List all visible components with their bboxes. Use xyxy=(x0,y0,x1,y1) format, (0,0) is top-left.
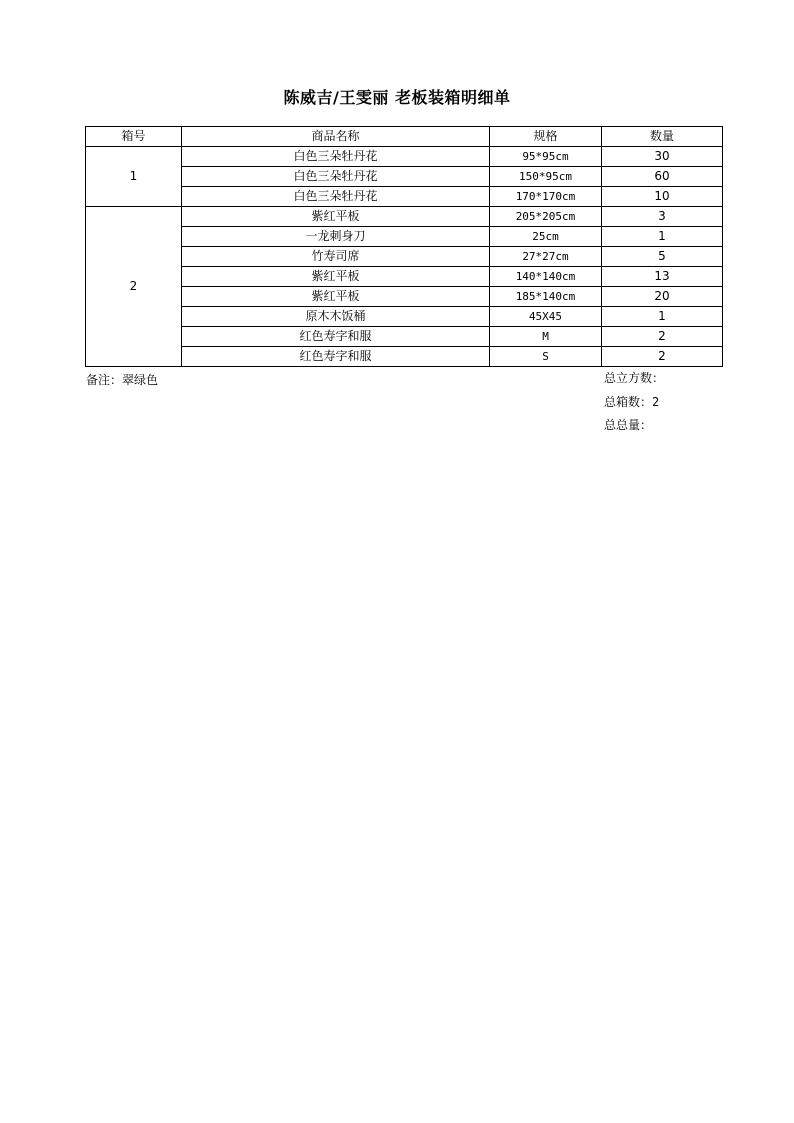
spec-cell: 205*205cm xyxy=(490,207,602,227)
table-row xyxy=(86,287,723,307)
packing-table xyxy=(85,126,723,367)
spec-cell: 95*95cm xyxy=(490,147,602,167)
product-name-cell: 红色寿字和服 xyxy=(182,327,490,347)
total-volume xyxy=(604,370,664,386)
box-number-cell: 2 xyxy=(86,207,182,367)
quantity-cell: 2 xyxy=(602,327,723,347)
table-row xyxy=(86,187,723,207)
spec-cell: 170*170cm xyxy=(490,187,602,207)
total-weight xyxy=(604,417,652,433)
quantity-cell: 30 xyxy=(602,147,723,167)
header-quantity: 数量 xyxy=(602,127,723,147)
quantity-cell: 10 xyxy=(602,187,723,207)
quantity-cell: 60 xyxy=(602,167,723,187)
total-boxes-label: 总箱数： xyxy=(604,395,653,409)
total-boxes xyxy=(604,394,659,410)
spec-cell: M xyxy=(490,327,602,347)
header-product-name: 商品名称 xyxy=(182,127,490,147)
product-name-cell: 白色三朵牡丹花 xyxy=(182,187,490,207)
quantity-cell: 13 xyxy=(602,267,723,287)
total-volume-label: 总立方数： xyxy=(604,371,665,385)
box-number-cell: 1 xyxy=(86,147,182,207)
product-name-cell: 紫红平板 xyxy=(182,207,490,227)
product-name-cell: 竹寿司席 xyxy=(182,247,490,267)
remark-note: 备注：翠绿色 xyxy=(86,373,159,387)
quantity-cell: 2 xyxy=(602,347,723,367)
table-row xyxy=(86,207,723,227)
product-name-cell: 白色三朵牡丹花 xyxy=(182,167,490,187)
product-name-cell: 紫红平板 xyxy=(182,287,490,307)
header-spec: 规格 xyxy=(490,127,602,147)
spec-cell: S xyxy=(490,347,602,367)
header-box-no: 箱号 xyxy=(86,127,182,147)
document-title: 陈威吉/王雯丽 老板装箱明细单 xyxy=(283,88,511,107)
product-name-cell: 白色三朵牡丹花 xyxy=(182,147,490,167)
quantity-cell: 3 xyxy=(602,207,723,227)
total-weight-label: 总总量： xyxy=(604,418,653,432)
spec-cell: 150*95cm xyxy=(490,167,602,187)
quantity-cell: 5 xyxy=(602,247,723,267)
spec-cell: 25cm xyxy=(490,227,602,247)
table-row xyxy=(86,347,723,367)
product-name-cell: 紫红平板 xyxy=(182,267,490,287)
table-row xyxy=(86,247,723,267)
table-row xyxy=(86,147,723,167)
table-row xyxy=(86,267,723,287)
total-boxes-value: 2 xyxy=(652,395,660,409)
product-name-cell: 原木木饭桶 xyxy=(182,307,490,327)
spec-cell: 45X45 xyxy=(490,307,602,327)
product-name-cell: 一龙刺身刀 xyxy=(182,227,490,247)
quantity-cell: 1 xyxy=(602,307,723,327)
spec-cell: 27*27cm xyxy=(490,247,602,267)
spec-cell: 140*140cm xyxy=(490,267,602,287)
product-name-cell: 红色寿字和服 xyxy=(182,347,490,367)
quantity-cell: 20 xyxy=(602,287,723,307)
spec-cell: 185*140cm xyxy=(490,287,602,307)
table-row xyxy=(86,327,723,347)
quantity-cell: 1 xyxy=(602,227,723,247)
table-row xyxy=(86,167,723,187)
table-row xyxy=(86,307,723,327)
table-row xyxy=(86,227,723,247)
table-header-row xyxy=(86,127,723,147)
